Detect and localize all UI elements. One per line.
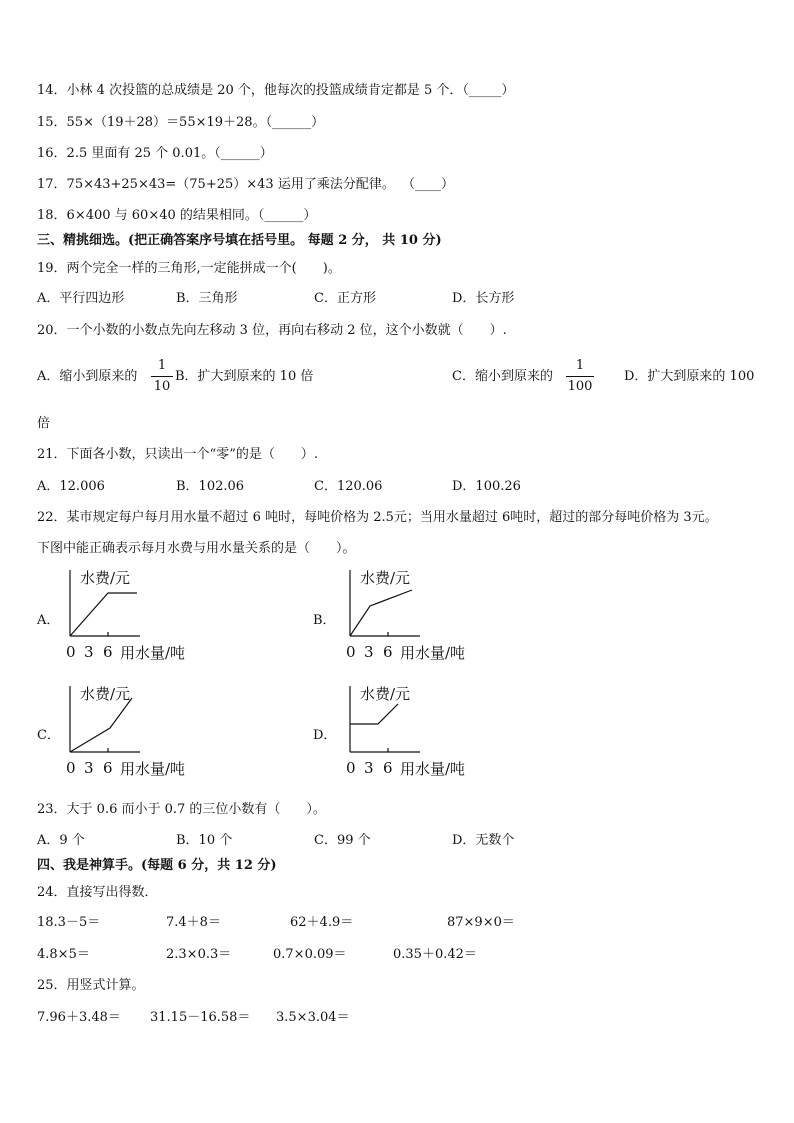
graph-tick-3: 3 <box>84 643 94 661</box>
fraction-denominator: 10 <box>153 379 171 394</box>
fraction-bar <box>566 376 594 377</box>
graph-x-label: 用水量/吨 <box>400 644 466 662</box>
graph-line <box>70 593 137 636</box>
q19-option-d: D．长方形 <box>452 291 515 306</box>
q21-option-b: B．102.06 <box>176 479 245 494</box>
q24-item: 62＋4.9＝ <box>290 915 354 930</box>
graph-y-label: 水费/元 <box>80 685 131 703</box>
q21-option-a: A．12.006 <box>37 479 105 494</box>
q20-option-b: B．扩大到原来的 10 倍 <box>175 369 314 384</box>
q19-option-b: B．三角形 <box>176 291 238 306</box>
q20-option-c-fraction <box>566 358 594 395</box>
question-22-continued: 下图中能正确表示每月水费与用水量关系的是（ ）。 <box>37 541 356 556</box>
graph-y-label: 水费/元 <box>360 685 411 703</box>
fraction-numerator: 1 <box>157 358 167 373</box>
question-23: 23．大于 0.6 而小于 0.7 的三位小数有（ ）。 <box>37 802 326 817</box>
graph-tick-0: 0 <box>346 643 356 661</box>
q24-item: 7.4＋8＝ <box>166 915 221 930</box>
q22-graph-d <box>340 682 490 782</box>
question-19: 19．两个完全一样的三角形,一定能拼成一个( )。 <box>37 261 341 276</box>
q23-option-d: D．无数个 <box>452 833 515 848</box>
q24-item: 0.7×0.09＝ <box>273 947 347 962</box>
q25-item: 3.5×3.04＝ <box>276 1010 350 1025</box>
q20-option-c: C．缩小到原来的 <box>452 369 553 384</box>
q22-option-b-label: B． <box>313 613 336 628</box>
question-22: 22．某市规定每户每月用水量不超过 6 吨时，每吨价格为 2.5元；当用水量超过 6吨时，超过的部分每吨价格为 3元。 <box>37 510 718 525</box>
graph-tick-3: 3 <box>364 759 374 777</box>
q20-option-d-continued: 倍 <box>37 416 51 431</box>
question-17-blank: （____） <box>402 177 455 192</box>
q20-option-a: A．缩小到原来的 <box>37 369 138 384</box>
q24-item: 0.35＋0.42＝ <box>393 947 477 962</box>
q24-item: 18.3－5＝ <box>37 915 101 930</box>
q24-item: 2.3×0.3＝ <box>166 947 232 962</box>
question-14: 14．小林 4 次投篮的总成绩是 20 个，他每次的投篮成绩肯定都是 5 个．（_____） <box>37 83 515 98</box>
graph-tick-0: 0 <box>66 643 76 661</box>
question-24: 24．直接写出得数． <box>37 885 158 900</box>
q22-graph-c <box>60 682 210 782</box>
q22-graph-b <box>340 566 490 666</box>
graph-tick-0: 0 <box>346 759 356 777</box>
q24-item: 4.8×5＝ <box>37 947 90 962</box>
graph-y-label: 水费/元 <box>80 569 131 587</box>
graph-x-label: 用水量/吨 <box>400 760 466 778</box>
fraction-bar <box>151 376 173 377</box>
q21-option-d: D．100.26 <box>452 479 521 494</box>
q23-option-b: B．10 个 <box>176 833 233 848</box>
question-16: 16．2.5 里面有 25 个 0.01。（______） <box>37 146 273 161</box>
fraction-numerator: 1 <box>575 358 585 373</box>
graph-line <box>350 590 412 636</box>
graph-line <box>70 698 132 752</box>
q22-option-c-label: C． <box>37 728 60 743</box>
graph-line <box>350 704 398 724</box>
q22-graph-a <box>60 566 210 666</box>
question-25: 25．用竖式计算。 <box>37 978 145 993</box>
question-18: 18．6×400 与 60×40 的结果相同。（______） <box>37 208 317 223</box>
question-17: 17．75×43+25×43=（75+25）×43 运用了乘法分配律。 <box>37 177 395 192</box>
q20-option-a-fraction <box>151 358 173 395</box>
question-21: 21．下面各小数，只读出一个“零”的是（ ）. <box>37 447 318 462</box>
graph-tick-6: 6 <box>383 759 393 777</box>
q25-item: 31.15－16.58＝ <box>150 1010 251 1025</box>
q22-option-d-label: D． <box>313 728 337 743</box>
graph-tick-6: 6 <box>103 759 113 777</box>
graph-x-label: 用水量/吨 <box>120 760 186 778</box>
question-15: 15．55×（19＋28）＝55×19＋28。（______） <box>37 115 325 130</box>
q23-option-c: C．99 个 <box>314 833 371 848</box>
q19-option-c: C．正方形 <box>314 291 376 306</box>
graph-tick-3: 3 <box>364 643 374 661</box>
section-3-heading: 三、精挑细选。(把正确答案序号填在括号里。 每题 2 分， 共 10 分) <box>37 233 442 248</box>
graph-tick-6: 6 <box>383 643 393 661</box>
section-4-heading: 四、我是神算手。(每题 6 分，共 12 分) <box>37 858 277 873</box>
graph-x-label: 用水量/吨 <box>120 644 186 662</box>
q20-option-d: D．扩大到原来的 100 <box>624 369 755 384</box>
graph-tick-6: 6 <box>103 643 113 661</box>
q25-item: 7.96＋3.48＝ <box>37 1010 121 1025</box>
graph-tick-0: 0 <box>66 759 76 777</box>
q24-item: 87×9×0＝ <box>447 915 515 930</box>
q22-option-a-label: A． <box>37 613 60 628</box>
q21-option-c: C．120.06 <box>314 479 383 494</box>
q19-option-a: A．平行四边形 <box>37 291 125 306</box>
graph-tick-3: 3 <box>84 759 94 777</box>
graph-y-label: 水费/元 <box>360 569 411 587</box>
q23-option-a: A．9 个 <box>37 833 85 848</box>
fraction-denominator: 100 <box>567 379 593 394</box>
question-20: 20．一个小数的小数点先向左移动 3 位，再向右移动 2 位，这个小数就（ ）. <box>37 323 507 338</box>
